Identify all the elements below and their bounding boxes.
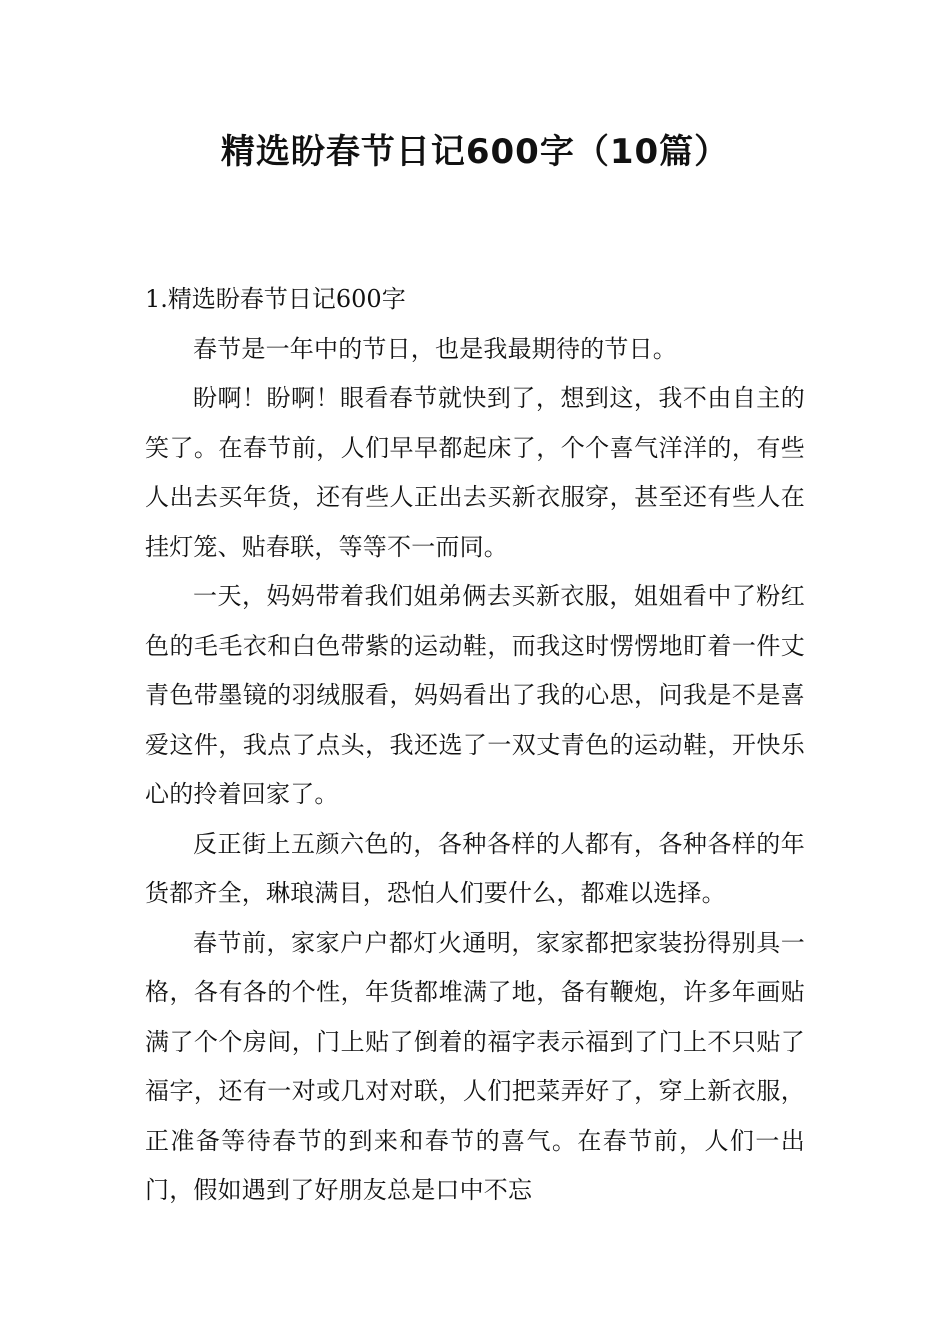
section-heading: 1.精选盼春节日记600字: [145, 285, 406, 313]
paragraph-5: 春节前，家家户户都灯火通明，家家都把家装扮得别具一格，各有各的个性，年货都堆满了地，备有鞭炮，许多年画贴满了个个房间，门上贴了倒着的福字表示福到了门上不只贴了福字，还有一对或几对对联，人们把菜弄好了，穿上新衣服，正准备等待春节的到来和春节的喜气。在春节前，人们一出门，假如遇到了好朋友总是口中不忘: [145, 928, 805, 1204]
document-body: [145, 275, 805, 1216]
paragraph-2: 盼啊！盼啊！眼看春节就快到了，想到这，我不由自主的笑了。在春节前，人们早早都起床了，个个喜气洋洋的，有些人出去买年货，还有些人正出去买新衣服穿，甚至还有些人在挂灯笼、贴春联，等等不一而同。: [145, 384, 805, 561]
paragraph-1: 春节是一年中的节日，也是我最期待的节日。: [193, 334, 677, 363]
document-title: 精选盼春节日记600字（10篇）: [220, 132, 730, 172]
paragraph-3: 一天，妈妈带着我们姐弟俩去买新衣服，姐姐看中了粉红色的毛毛衣和白色带紫的运动鞋，而我这时愣愣地盯着一件丈青色带墨镜的羽绒服看，妈妈看出了我的心思，问我是不是喜爱这件，我点了点头，我还选了一双丈青色的运动鞋，开快乐心的拎着回家了。: [145, 582, 805, 808]
paragraph-4: 反正街上五颜六色的，各种各样的人都有，各种各样的年货都齐全，琳琅满目，恐怕人们要什么，都难以选择。: [145, 829, 805, 907]
